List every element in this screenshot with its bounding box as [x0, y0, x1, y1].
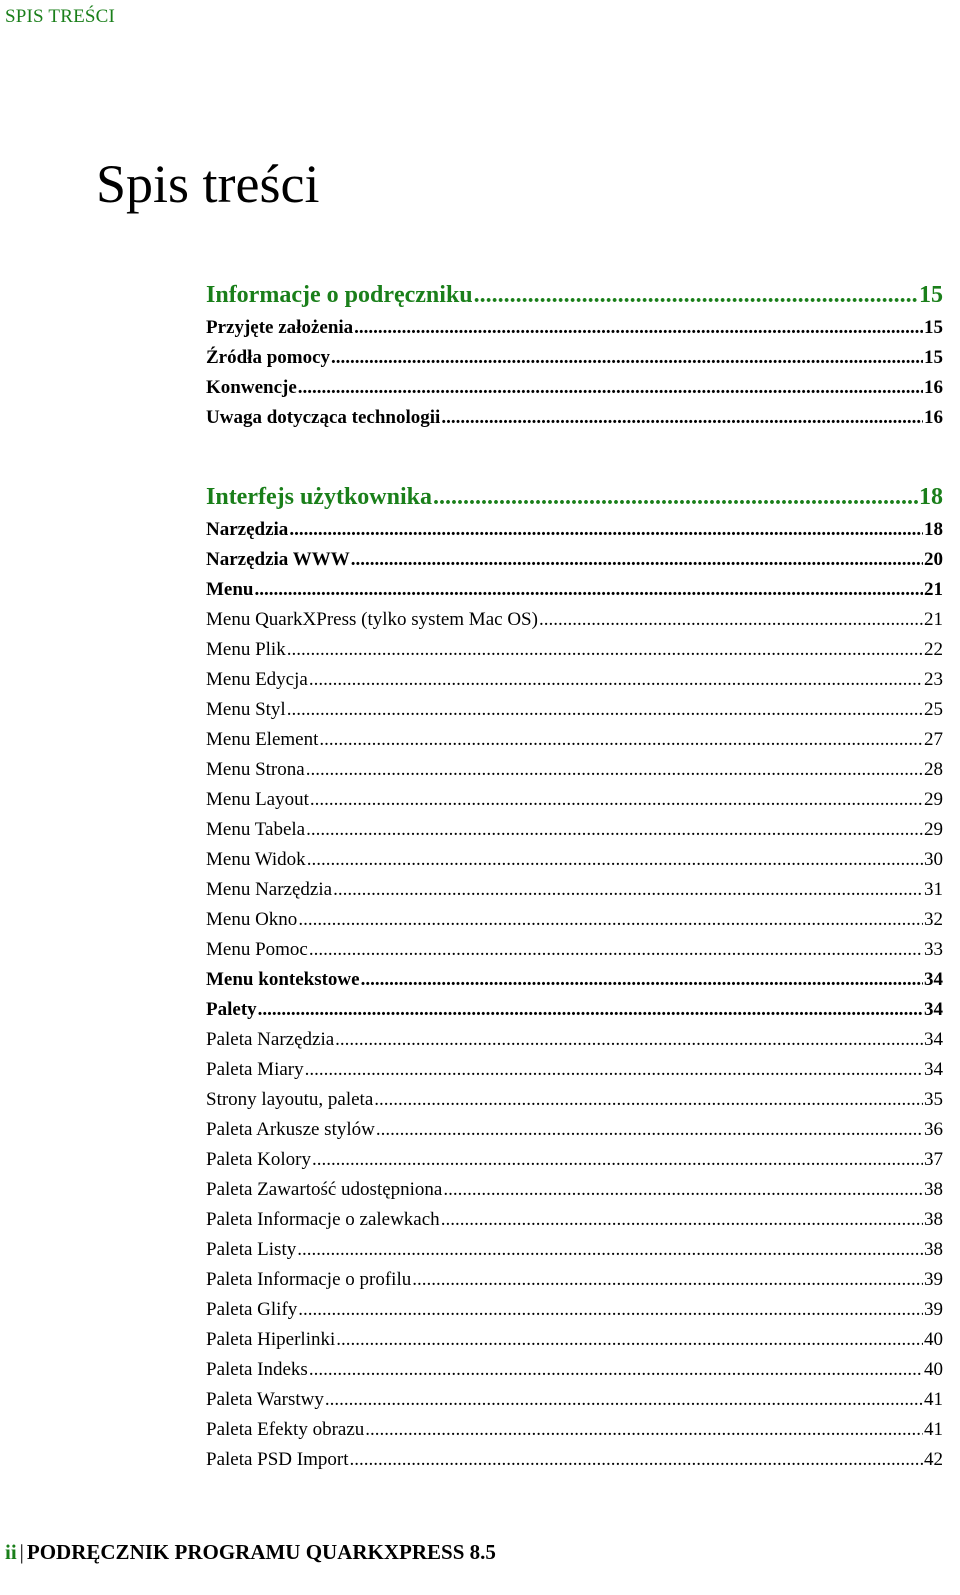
toc-entry-title: Menu Pomoc — [206, 939, 308, 960]
toc-dot-leader — [361, 968, 923, 992]
toc-dot-leader — [441, 406, 923, 430]
toc-entry-page: 22 — [924, 639, 943, 660]
toc-dot-leader — [309, 1358, 923, 1382]
toc-dot-leader — [298, 376, 923, 400]
toc-entry-page: 36 — [924, 1119, 943, 1140]
running-head: SPIS TREŚCI — [5, 6, 116, 27]
toc-entry-title: Interfejs użytkownika — [206, 484, 432, 510]
toc-entry-page: 20 — [924, 549, 943, 570]
toc-entry-title: Uwaga dotycząca technologii — [206, 407, 441, 428]
toc-entry[interactable] — [206, 698, 943, 722]
toc-entry-title: Paleta Informacje o profilu — [206, 1269, 412, 1290]
toc-entry-title: Paleta Warstwy — [206, 1389, 324, 1410]
toc-entry[interactable] — [206, 668, 943, 692]
toc-entry-title: Menu Styl — [206, 699, 286, 720]
toc-entry-page: 34 — [924, 1029, 943, 1050]
toc-dot-leader — [306, 818, 923, 842]
toc-entry-page: 40 — [924, 1329, 943, 1350]
toc-entry-page: 27 — [924, 729, 943, 750]
toc-dot-leader — [333, 878, 923, 902]
toc-dot-leader — [258, 998, 923, 1022]
toc-entry[interactable] — [206, 1148, 943, 1172]
toc-entry[interactable] — [206, 788, 943, 812]
toc-entry-title: Paleta Glify — [206, 1299, 298, 1320]
toc-entry[interactable] — [206, 938, 943, 962]
toc-entry-page: 38 — [924, 1209, 943, 1230]
toc-entry-title: Paleta Narzędzia — [206, 1029, 335, 1050]
toc-entry-title: Przyjęte założenia — [206, 317, 354, 338]
toc-entry-title: Palety — [206, 999, 257, 1020]
toc-entry-page: 34 — [924, 969, 943, 990]
toc-dot-leader — [306, 758, 923, 782]
toc-dot-leader — [474, 281, 918, 309]
toc-entry[interactable] — [206, 758, 943, 782]
page-number: ii — [5, 1540, 17, 1564]
toc-entry-page: 18 — [924, 519, 943, 540]
toc-entry-page: 21 — [924, 609, 943, 630]
toc-entry[interactable] — [206, 1208, 943, 1232]
toc-entry-page: 21 — [924, 579, 943, 600]
toc-entry-page: 25 — [924, 699, 943, 720]
toc-entry-page: 37 — [924, 1149, 943, 1170]
toc-entry-page: 16 — [924, 407, 943, 428]
toc-entry-title: Menu Strona — [206, 759, 305, 780]
toc-entry[interactable] — [206, 483, 943, 511]
toc-entry-title: Paleta Listy — [206, 1239, 297, 1260]
toc-entry[interactable] — [206, 346, 943, 370]
toc-entry[interactable] — [206, 1238, 943, 1262]
toc-entry[interactable] — [206, 968, 943, 992]
toc-entry-page: 32 — [924, 909, 943, 930]
toc-entry[interactable] — [206, 638, 943, 662]
toc-entry[interactable] — [206, 1418, 943, 1442]
toc-entry[interactable] — [206, 818, 943, 842]
toc-entry[interactable] — [206, 728, 943, 752]
toc-entry-title: Paleta Indeks — [206, 1359, 308, 1380]
toc-entry-title: Menu Plik — [206, 639, 286, 660]
toc-entry[interactable] — [206, 281, 943, 309]
toc-entry-page: 42 — [924, 1449, 943, 1470]
toc-entry-page: 34 — [924, 999, 943, 1020]
toc-dot-leader — [443, 1178, 923, 1202]
toc-entry-title: Paleta Informacje o zalewkach — [206, 1209, 440, 1230]
toc-entry-title: Źródła pomocy — [206, 347, 331, 368]
page-title: Spis treści — [96, 154, 320, 214]
toc-entry[interactable] — [206, 548, 943, 572]
toc-entry-title: Konwencje — [206, 377, 297, 398]
toc-entry[interactable] — [206, 1358, 943, 1382]
toc-entry-page: 18 — [919, 484, 943, 510]
toc-dot-leader — [289, 518, 923, 542]
toc-dot-leader — [331, 346, 923, 370]
toc-entry[interactable] — [206, 1268, 943, 1292]
toc-entry[interactable] — [206, 848, 943, 872]
toc-entry-page: 33 — [924, 939, 943, 960]
toc-entry[interactable] — [206, 578, 943, 602]
toc-entry[interactable] — [206, 608, 943, 632]
toc-entry-page: 31 — [924, 879, 943, 900]
toc-entry-page: 41 — [924, 1419, 943, 1440]
toc-dot-leader — [412, 1268, 923, 1292]
toc-entry-page: 15 — [924, 347, 943, 368]
toc-entry[interactable] — [206, 1028, 943, 1052]
toc-entry-title: Menu Narzędzia — [206, 879, 333, 900]
toc-entry-page: 39 — [924, 1299, 943, 1320]
toc-entry-title: Informacje o podręczniku — [206, 282, 473, 308]
toc-dot-leader — [351, 548, 923, 572]
toc-entry[interactable] — [206, 376, 943, 400]
toc-entry-title: Paleta Kolory — [206, 1149, 312, 1170]
toc-entry-page: 40 — [924, 1359, 943, 1380]
toc-entry-title: Menu Okno — [206, 909, 298, 930]
toc-dot-leader — [376, 1118, 923, 1142]
toc-dot-leader — [336, 1328, 923, 1352]
toc-entry[interactable] — [206, 406, 943, 430]
toc-dot-leader — [255, 578, 924, 602]
toc-entry-title: Paleta Miary — [206, 1059, 304, 1080]
toc-entry[interactable] — [206, 316, 943, 340]
toc-entry-page: 15 — [924, 317, 943, 338]
toc-dot-leader — [297, 1238, 923, 1262]
toc-entry-page: 41 — [924, 1389, 943, 1410]
toc-dot-leader — [287, 698, 923, 722]
toc-entry-page: 23 — [924, 669, 943, 690]
toc-entry-page: 34 — [924, 1059, 943, 1080]
toc-entry-title: Menu Tabela — [206, 819, 306, 840]
toc-dot-leader — [374, 1088, 923, 1112]
toc-entry-title: Menu QuarkXPress (tylko system Mac OS) — [206, 609, 538, 630]
toc-entry-page: 15 — [919, 282, 943, 308]
toc-dot-leader — [298, 908, 923, 932]
toc-dot-leader — [307, 848, 923, 872]
toc-dot-leader — [335, 1028, 923, 1052]
toc-entry[interactable] — [206, 518, 943, 542]
toc-dot-leader — [287, 638, 923, 662]
toc-entry[interactable] — [206, 1298, 943, 1322]
toc-dot-leader — [325, 1388, 923, 1412]
toc-entry[interactable] — [206, 1088, 943, 1112]
toc-entry-title: Menu — [206, 579, 254, 600]
toc-entry[interactable] — [206, 1058, 943, 1082]
toc-entry-title: Menu kontekstowe — [206, 969, 360, 990]
toc-entry-page: 39 — [924, 1269, 943, 1290]
toc-dot-leader — [309, 668, 923, 692]
toc-entry-title: Paleta Zawartość udostępniona — [206, 1179, 443, 1200]
toc-entry-title: Menu Widok — [206, 849, 306, 870]
toc-entry-page: 29 — [924, 819, 943, 840]
toc-dot-leader — [305, 1058, 923, 1082]
toc-entry-title: Narzędzia — [206, 519, 289, 540]
toc-entry-page: 38 — [924, 1179, 943, 1200]
toc-entry-title: Menu Element — [206, 729, 319, 750]
toc-entry[interactable] — [206, 1388, 943, 1412]
toc-entry[interactable] — [206, 1328, 943, 1352]
toc-dot-leader — [350, 1448, 924, 1472]
toc-entry-title: Paleta Efekty obrazu — [206, 1419, 365, 1440]
toc-dot-leader — [441, 1208, 923, 1232]
toc-entry[interactable] — [206, 1448, 943, 1472]
toc-dot-leader — [310, 788, 923, 812]
toc-dot-leader — [319, 728, 923, 752]
toc-entry[interactable] — [206, 908, 943, 932]
toc-entry[interactable] — [206, 878, 943, 902]
toc-entry-title: Strony layoutu, paleta — [206, 1089, 374, 1110]
toc-entry-title: Paleta PSD Import — [206, 1449, 349, 1470]
toc-entry-title: Paleta Hiperlinki — [206, 1329, 336, 1350]
toc-dot-leader — [539, 608, 923, 632]
toc-entry-page: 35 — [924, 1089, 943, 1110]
toc-entry-title: Paleta Arkusze stylów — [206, 1119, 375, 1140]
book-title: PODRĘCZNIK PROGRAMU QUARKXPRESS 8.5 — [26, 1540, 496, 1564]
toc-entry[interactable] — [206, 1118, 943, 1142]
toc-dot-leader — [433, 483, 918, 511]
toc-dot-leader — [312, 1148, 923, 1172]
toc-dot-leader — [354, 316, 923, 340]
toc-entry-page: 28 — [924, 759, 943, 780]
toc-entry-title: Narzędzia WWW — [206, 549, 350, 570]
footer-separator: | — [19, 1540, 24, 1564]
toc-dot-leader — [365, 1418, 923, 1442]
toc-entry[interactable] — [206, 1178, 943, 1202]
toc-dot-leader — [309, 938, 923, 962]
toc-entry-page: 29 — [924, 789, 943, 810]
toc-entry-title: Menu Edycja — [206, 669, 308, 690]
toc-entry-page: 30 — [924, 849, 943, 870]
page-footer — [5, 1540, 496, 1565]
toc-entry-page: 38 — [924, 1239, 943, 1260]
toc-entry-page: 16 — [924, 377, 943, 398]
toc-dot-leader — [298, 1298, 923, 1322]
toc-entry[interactable] — [206, 998, 943, 1022]
toc-entry-title: Menu Layout — [206, 789, 309, 810]
